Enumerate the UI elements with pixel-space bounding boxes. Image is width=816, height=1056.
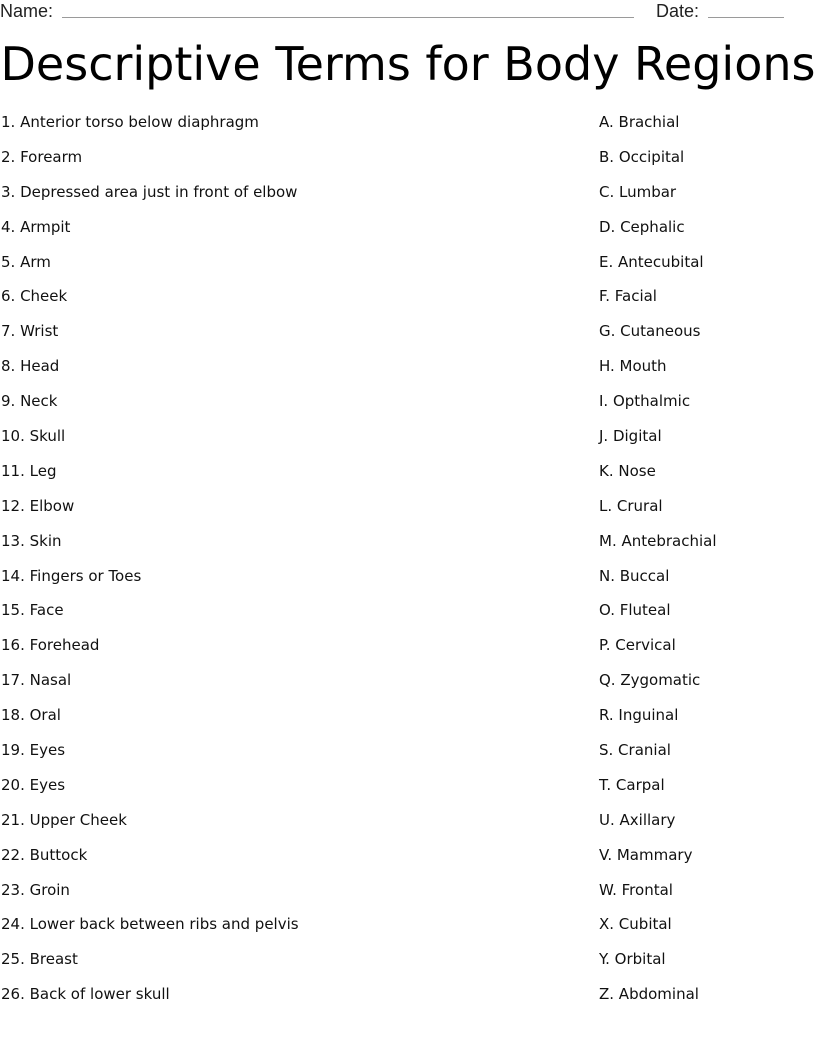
clue-item: 15. Face xyxy=(1,601,64,620)
clue-item: 25. Breast xyxy=(1,950,78,969)
answer-item: Q. Zygomatic xyxy=(599,671,701,690)
clue-item: 12. Elbow xyxy=(1,496,75,515)
answer-item: H. Mouth xyxy=(599,357,667,376)
clue-item: 16. Forehead xyxy=(1,636,100,655)
clue-item: 22. Buttock xyxy=(1,845,88,864)
answer-item: N. Buccal xyxy=(599,566,670,585)
clue-item: 26. Back of lower skull xyxy=(1,985,170,1004)
clue-list xyxy=(1,112,561,1019)
answer-item: R. Inguinal xyxy=(599,706,679,725)
answer-item: P. Cervical xyxy=(599,636,676,655)
name-label: Name: xyxy=(0,1,54,21)
clue-item: 7. Wrist xyxy=(1,322,59,341)
clue-item: 20. Eyes xyxy=(1,775,66,794)
clue-item: 10. Skull xyxy=(1,427,66,446)
answer-item: E. Antecubital xyxy=(599,252,704,271)
clue-item: 2. Forearm xyxy=(1,147,83,166)
clue-item: 21. Upper Cheek xyxy=(1,810,127,829)
clue-item: 13. Skin xyxy=(1,531,62,550)
answer-item: B. Occipital xyxy=(599,147,685,166)
answer-item: Z. Abdominal xyxy=(599,985,699,1004)
date-field[interactable] xyxy=(708,17,784,18)
clue-item: 18. Oral xyxy=(1,706,61,725)
answer-item: U. Axillary xyxy=(599,810,676,829)
clue-item: 14. Fingers or Toes xyxy=(1,566,142,585)
answer-list xyxy=(599,112,809,1019)
answer-item: V. Mammary xyxy=(599,845,693,864)
clue-item: 23. Groin xyxy=(1,880,70,899)
page-title: Descriptive Terms for Body Regions xyxy=(0,37,816,91)
clue-item: 19. Eyes xyxy=(1,741,66,760)
clue-item: 17. Nasal xyxy=(1,671,72,690)
name-field[interactable] xyxy=(62,17,634,18)
clue-item: 5. Arm xyxy=(1,252,51,271)
worksheet-header xyxy=(0,0,816,30)
answer-item: W. Frontal xyxy=(599,880,673,899)
clue-item: 6. Cheek xyxy=(1,287,68,306)
clue-item: 1. Anterior torso below diaphragm xyxy=(1,113,259,131)
answer-item: G. Cutaneous xyxy=(599,322,701,341)
clue-item: 9. Neck xyxy=(1,392,58,411)
answer-item: K. Nose xyxy=(599,461,656,480)
answer-item: A. Brachial xyxy=(599,113,680,131)
answer-item: J. Digital xyxy=(599,427,662,446)
answer-item: L. Crural xyxy=(599,496,663,515)
clue-item: 8. Head xyxy=(1,357,60,376)
answer-item: S. Cranial xyxy=(599,741,671,760)
clue-item: 4. Armpit xyxy=(1,217,71,236)
date-label: Date: xyxy=(656,1,700,21)
answer-item: F. Facial xyxy=(599,287,657,306)
answer-item: I. Opthalmic xyxy=(599,392,691,411)
answer-item: T. Carpal xyxy=(599,775,665,794)
answer-item: D. Cephalic xyxy=(599,217,685,236)
clue-item: 24. Lower back between ribs and pelvis xyxy=(1,915,299,934)
answer-item: O. Fluteal xyxy=(599,601,671,620)
answer-item: Y. Orbital xyxy=(599,950,666,969)
clue-item: 3. Depressed area just in front of elbow xyxy=(1,182,298,201)
clue-item: 11. Leg xyxy=(1,461,57,480)
answer-item: C. Lumbar xyxy=(599,182,677,201)
answer-item: X. Cubital xyxy=(599,915,672,934)
answer-item: M. Antebrachial xyxy=(599,531,717,550)
